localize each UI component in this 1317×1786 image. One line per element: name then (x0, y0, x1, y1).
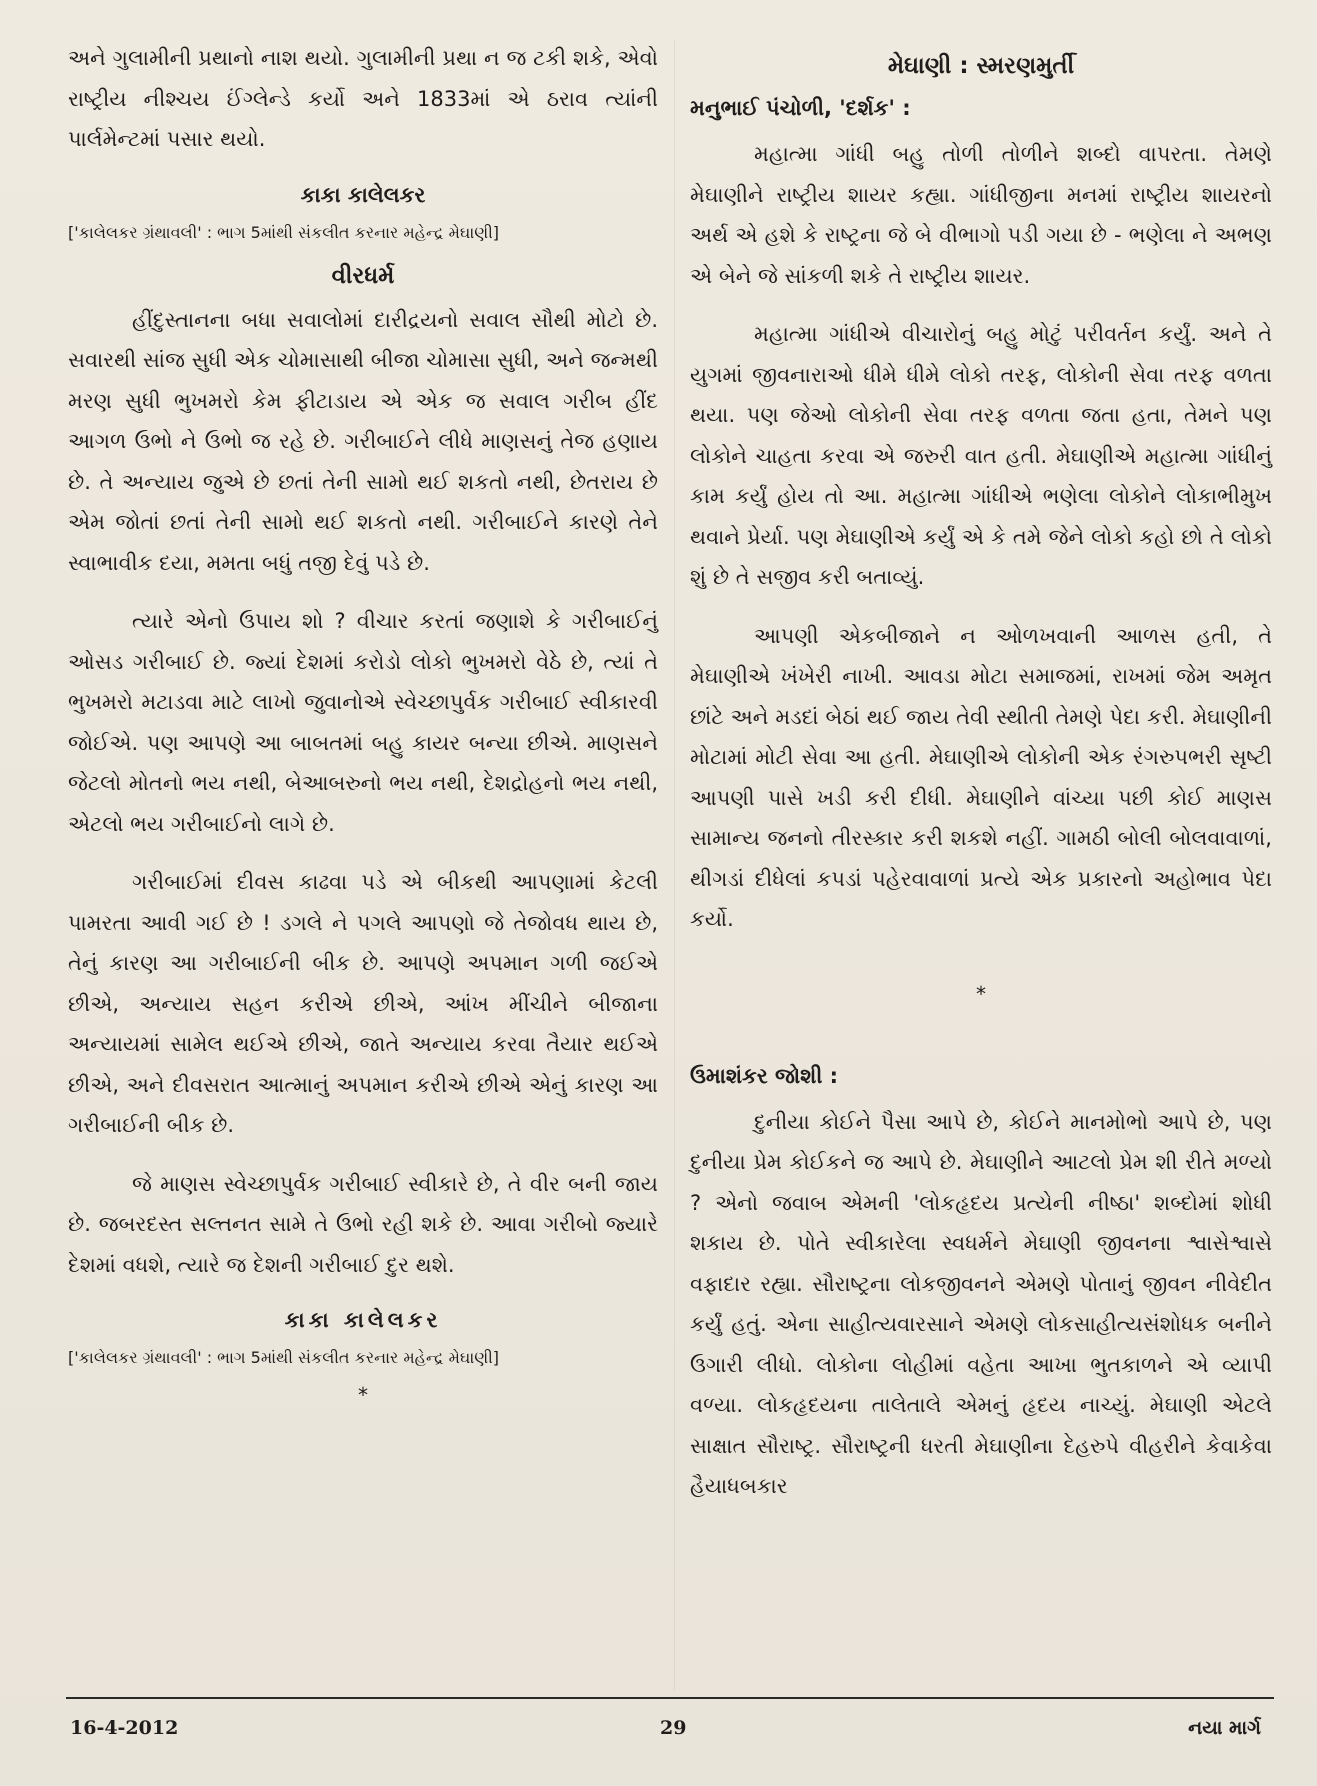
author-byline: કાકા કાલેલકર (284, 1308, 442, 1332)
citation: ['કાલેલકર ગ્રંથાવલી' : ભાગ 5માંથી સંકલીત કરનાર મહેન્દ્ર મેઘાણી] (68, 1348, 500, 1367)
right-column (690, 38, 1272, 1525)
section-separator: * (358, 1383, 368, 1407)
article-heading: મેઘાણી : સ્મરણમુર્તી (887, 53, 1075, 79)
paragraph: હીંદુસ્તાનના બધા સવાલોમાં દારીદ્રયનો સવાલ સૌથી મોટો છે. સવારથી સાંજ સુધી એક ચોમાસાથી બીજા ચોમાસા સુધી, અને જન્મથી મરણ સુધી ભુખમરો કેમ ફીટાડાય એ એક જ સવાલ ગરીબ હીંદ આગળ ઉભો ને ઉભો જ રહે છે. ગરીબાઈને લીધે માણસનું તેજ હણાય છે. તે અન્યાય જુએ છે છતાં તેની સામો થઈ શકતો નથી, છેતરાય છે એમ જોતાં છતાં તેની સામો થઈ શકતો નથી. ગરીબાઈને કારણે તેને સ્વાભાવીક દયા, મમતા બધું તજી દેવું પડે છે. (68, 307, 658, 575)
paragraph: આપણી એકબીજાને ન ઓળખવાની આળસ હતી, તે મેઘાણીએ ખંખેરી નાખી. આવડા મોટા સમાજમાં, રાખમાં જેમ અમૃત છાંટે અને મડદાં બેઠાં થઈ જાય તેવી સ્થીતી તેમણે પેદા કરી. મેઘાણીની મોટામાં મોટી સેવા આ હતી. મેઘાણીએ લોકોની એક રંગરુપભરી સૃષ્ટી આપણી પાસે ખડી કરી દીધી. મેઘાણીને વાંચ્યા પછી કોઈ માણસ સામાન્ય જનનો તીરસ્કાર કરી શકશે નહીં. ગામઠી બોલી બોલવાવાળાં, થીગડાં દીધેલાં કપડાં પહેરવાવાળાં પ્રત્યે એક પ્રકારનો અહોભાવ પેદા કર્યો. (690, 623, 1272, 931)
author-byline: કાકા કાલેલકર (300, 182, 426, 207)
paragraph: દુનીયા કોઈને પૈસા આપે છે, કોઈને માનમોભો આપે છે, પણ દુનીયા પ્રેમ કોઈકને જ આપે છે. મેઘાણીને આટલો પ્રેમ શી રીતે મળ્યો ? એનો જવાબ એમની 'લોકહૃદય પ્રત્યેની નીષ્ઠા' શબ્દોમાં શોધી શકાય છે. પોતે સ્વીકારેલા સ્વધર્મને મેઘાણી જીવનના શ્વાસેશ્વાસે વફાદાર રહ્યા. સૌરાષ્ટ્રના લોકજીવનને એમણે પોતાનું જીવન નીવેદીત કર્યું હતું. એના સાહીત્યવારસાને એમણે લોકસાહીત્યસંશોધક બનીને ઉગારી લીધો. લોકોના લોહીમાં વહેતા આખા ભુતકાળને એ વ્યાપી વળ્યા. લોકહૃદયના તાલેતાલે એમનું હૃદય નાચ્યું. મેઘાણી એટલે સાક્ષાત સૌરાષ્ટ્ર. સૌરાષ્ટ્રની ધરતી મેઘાણીના દેહરુપે વીહરીને કેવાકેવા હૈયાધબકાર (690, 1109, 1272, 1498)
footer-date: 16-4-2012 (70, 1717, 179, 1739)
intro-paragraph: અને ગુલામીની પ્રથાનો નાશ થયો. ગુલામીની પ્રથા ન જ ટકી શકે, એવો રાષ્ટ્રીય નીશ્ચય ઈંગ્લેન્ડે કર્યો અને 1833માં એ ઠરાવ ત્યાંની પાર્લમેન્ટમાં પસાર થયો. (68, 46, 658, 151)
paragraph: જે માણસ સ્વેચ્છાપુર્વક ગરીબાઈ સ્વીકારે છે, તે વીર બની જાય છે. જબરદસ્ત સલ્તનત સામે તે ઉભો રહી શકે છે. આવા ગરીબો જ્યારે દેશમાં વધશે, ત્યારે જ દેશની ગરીબાઈ દુર થશે. (68, 1171, 658, 1277)
paragraph: ગરીબાઈમાં દીવસ કાઢવા પડે એ બીકથી આપણામાં કેટલી પામરતા આવી ગઈ છે ! ડગલે ને પગલે આપણો જે તેજોવધ થાય છે, તેનું કારણ આ ગરીબાઈની બીક છે. આપણે અપમાન ગળી જઈએ છીએ, અન્યાય સહન કરીએ છીએ, આંખ મીંચીને બીજાના અન્યાયમાં સામેલ થઈએ છીએ, જાતે અન્યાય કરવા તૈયાર થઈએ છીએ, અને દીવસરાત આત્માનું અપમાન કરીએ છીએ એનું કારણ આ ગરીબાઈની બીક છે. (68, 870, 658, 1137)
article-heading: વીરધર્મ (331, 262, 395, 289)
footer-rule (66, 1697, 1274, 1699)
page-number: 29 (660, 1717, 687, 1739)
section-separator: * (976, 981, 986, 1006)
paragraph: મહાત્મા ગાંધીએ વીચારોનું બહુ મોટું પરીવર્તન કર્યું. અને તે યુગમાં જીવનારાઓ ધીમે ધીમે લોકો તરફ, લોકોની સેવા તરફ વળતા થયા. પણ જેઓ લોકોની સેવા તરફ વળતા જતા હતા, તેમને પણ લોકોને ચાહતા કરવા એ જરુરી વાત હતી. મેઘાણીએ મહાત્મા ગાંધીનું કામ કર્યું હોય તો આ. મહાત્મા ગાંધીએ ભણેલા લોકોને લોકાભીમુખ થવાને પ્રેર્યા. પણ મેઘાણીએ કર્યું એ કે તમે જેને લોકો કહો છો તે લોકો શું છે તે સજીવ કરી બતાવ્યું. (690, 322, 1272, 589)
paragraph: મહાત્મા ગાંધી બહુ તોળી તોળીને શબ્દો વાપરતા. તેમણે મેઘાણીને રાષ્ટ્રીય શાયર કહ્યા. ગાંધીજીના મનમાં રાષ્ટ્રીય શાયરનો અર્થ એ હશે કે રાષ્ટ્રના જે બે વીભાગો પડી ગયા છે - ભણેલા ને અભણ એ બેને જે સાંકળી શકે તે રાષ્ટ્રીય શાયર. (690, 142, 1272, 288)
citation: ['કાલેલકર ગ્રંથાવલી' : ભાગ 5માંથી સંકલીત કરનાર મહેન્દ્ર મેઘાણી] (68, 222, 500, 242)
magazine-name: નયા માર્ગ (1188, 1717, 1261, 1739)
column-divider (674, 40, 675, 1690)
left-column (68, 38, 658, 1415)
speaker-name: મનુભાઈ પંચોળી, 'દર્શક' : (690, 96, 911, 120)
speaker-name: ઉમાશંકર જોશી : (690, 1063, 839, 1088)
paragraph: ત્યારે એનો ઉપાય શો ? વીચાર કરતાં જણાશે કે ગરીબાઈનું ઓસડ ગરીબાઈ છે. જ્યાં દેશમાં કરોડો લોકો ભુખમરો વેઠે છે, ત્યાં તે ભુખમરો મટાડવા માટે લાખો જુવાનોએ સ્વેચ્છાપુર્વક ગરીબાઈ સ્વીકારવી જોઈએ. પણ આપણે આ બાબતમાં બહુ કાયર બન્યા છીએ. માણસને જેટલો મોતનો ભય નથી, બેઆબરુનો ભય નથી, દેશદ્રોહનો ભય નથી, એટલો ભય ગરીબાઈનો લાગે છે. (68, 609, 658, 836)
